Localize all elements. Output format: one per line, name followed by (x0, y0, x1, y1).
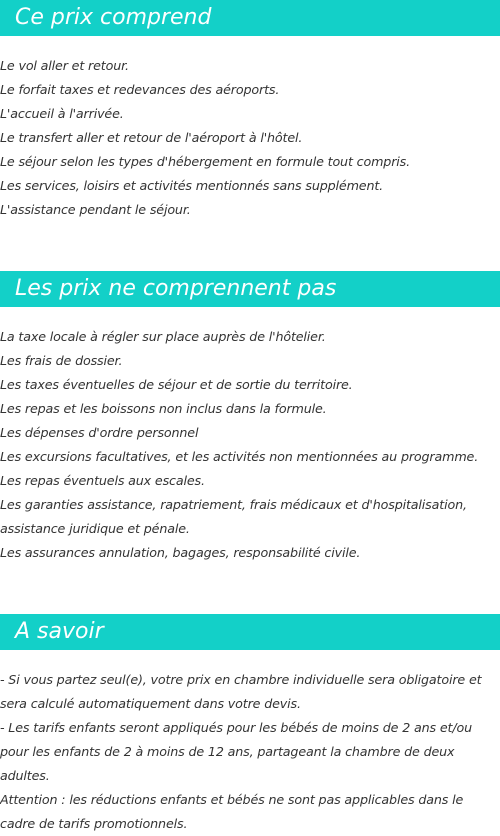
note-paragraph: - Les tarifs enfants seront appliqués pour les bébés de moins de 2 ans et/ou pour les enfants de 2 à moins de 12 ans, partageant la chambre de deux adultes. (0, 720, 472, 783)
list-item: Les repas éventuels aux escales. (0, 473, 205, 488)
list-item: Les dépenses d'ordre personnel (0, 425, 199, 440)
list-item: Les repas et les boissons non inclus dans la formule. (0, 401, 327, 416)
section-title-les-prix-ne-comprennent-pas: Les prix ne comprennent pas (0, 271, 500, 307)
list-item: Les garanties assistance, rapatriement, frais médicaux et d'hospitalisation, assistance juridique et pénale. (0, 497, 467, 536)
section-title-a-savoir: A savoir (0, 614, 500, 650)
section-title-ce-prix-comprend: Ce prix comprend (0, 0, 500, 36)
list-item: Les frais de dossier. (0, 353, 123, 368)
excluded-list (0, 325, 500, 565)
list-item: Les services, loisirs et activités mentionnés sans supplément. (0, 178, 384, 193)
list-item: L'accueil à l'arrivée. (0, 106, 124, 121)
list-item: Le transfert aller et retour de l'aéroport à l'hôtel. (0, 130, 303, 145)
list-item: Les assurances annulation, bagages, responsabilité civile. (0, 545, 361, 560)
note-paragraph: - Si vous partez seul(e), votre prix en chambre individuelle sera obligatoire et sera calculé automatiquement dans votre devis. (0, 672, 482, 711)
list-item: Le forfait taxes et redevances des aéroports. (0, 82, 280, 97)
list-item: Les excursions facultatives, et les activités non mentionnées au programme. (0, 449, 479, 464)
list-item: Le séjour selon les types d'hébergement en formule tout compris. (0, 154, 410, 169)
list-item: L'assistance pendant le séjour. (0, 202, 191, 217)
note-paragraph: Attention : les réductions enfants et bébés ne sont pas applicables dans le cadre de tarifs promotionnels. (0, 792, 464, 831)
included-list (0, 54, 500, 222)
list-item: Le vol aller et retour. (0, 58, 129, 73)
list-item: La taxe locale à régler sur place auprès de l'hôtelier. (0, 329, 326, 344)
list-item: Les taxes éventuelles de séjour et de sortie du territoire. (0, 377, 353, 392)
